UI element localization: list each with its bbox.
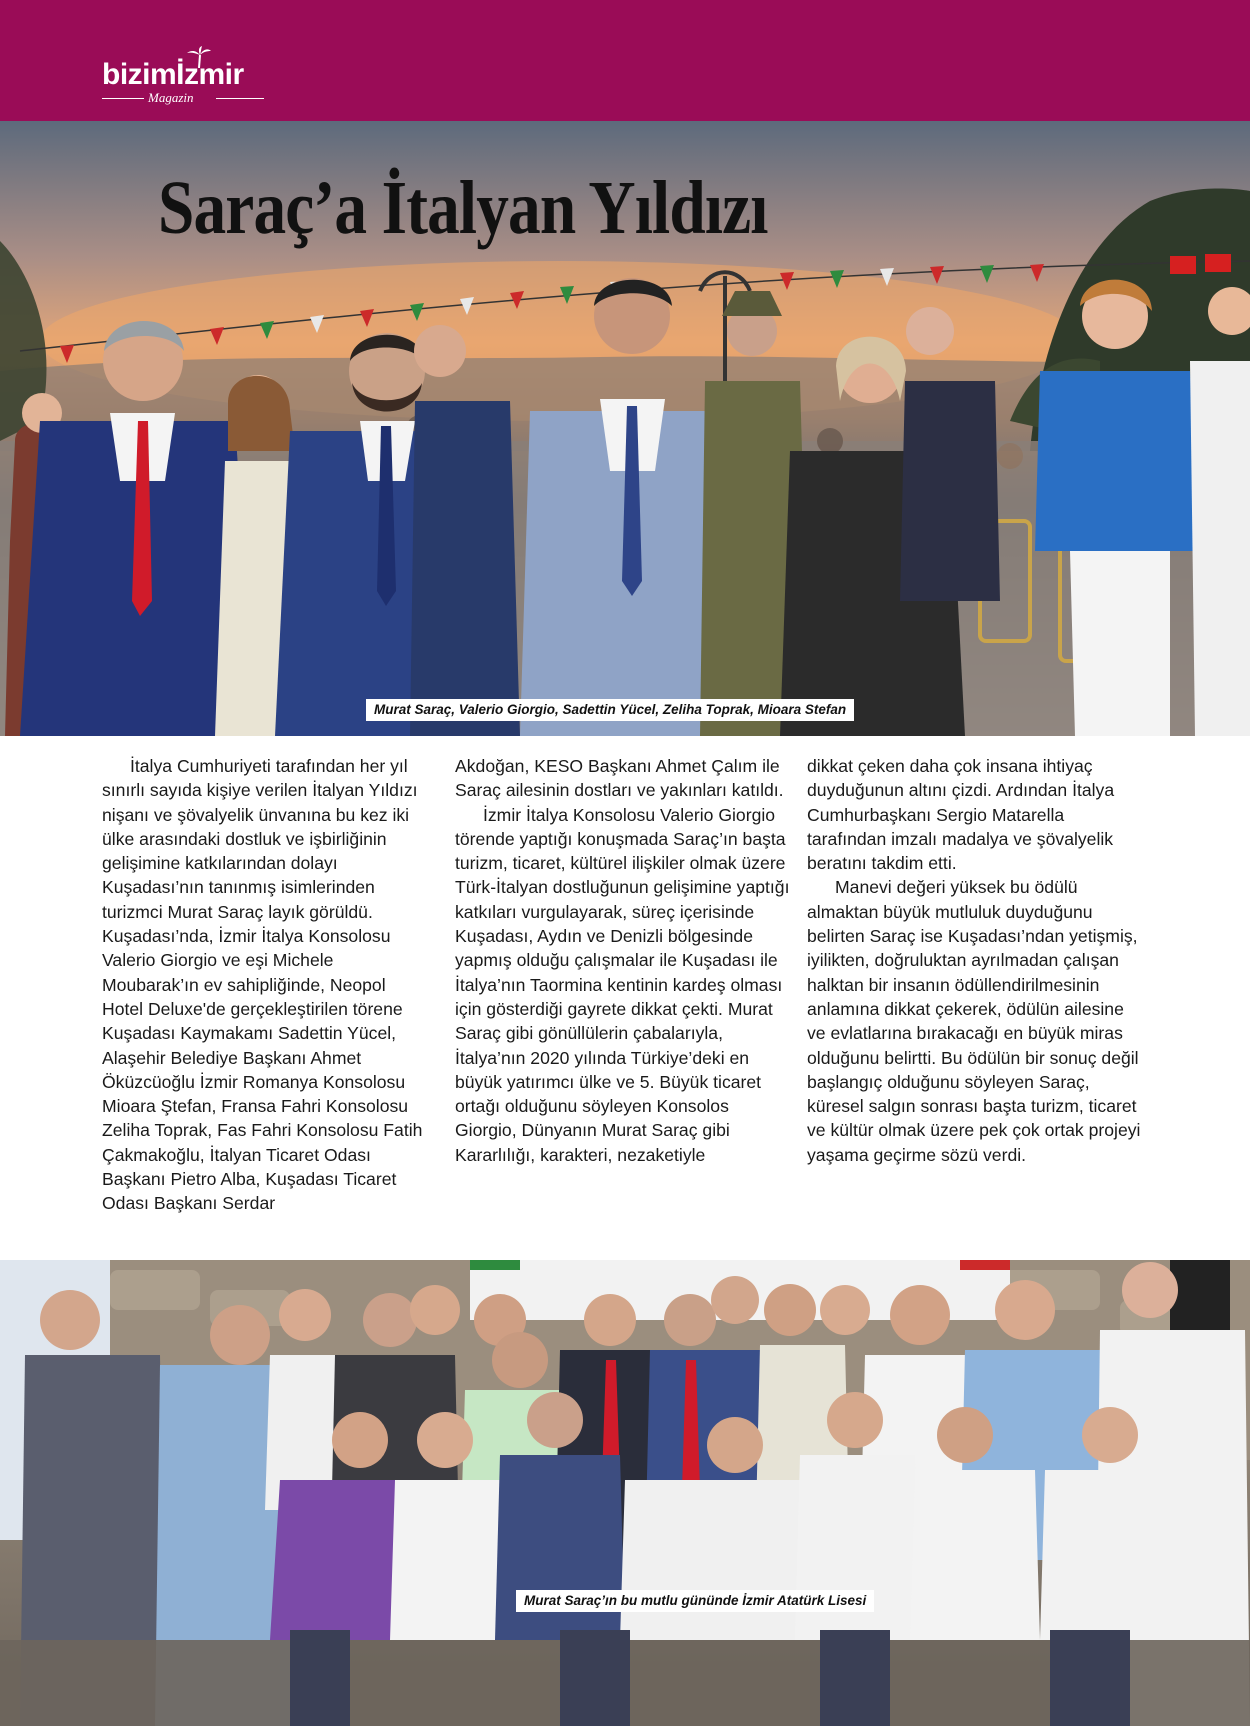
photo-caption-bottom: Murat Saraç’ın bu mutlu gününde İzmir Atatürk Lisesi — [516, 1590, 874, 1612]
logo-underline-right — [216, 98, 264, 99]
logo-text: bizimİzmir — [102, 58, 244, 91]
palm-tree-icon — [186, 46, 212, 68]
photo-caption-top: Murat Saraç, Valerio Giorgio, Sadettin Yücel, Zeliha Toprak, Mioara Stefan — [366, 699, 854, 721]
article-title: Saraç’a İtalyan Yıldızı — [158, 166, 768, 250]
logo-subtitle: Magazin — [148, 90, 194, 105]
group-photo — [0, 1260, 1250, 1726]
group-photo-illustration — [0, 1260, 1250, 1726]
article-paragraph: İtalya Cumhuriyeti tarafından her yıl sınırlı sayıda kişiye verilen İtalyan Yıldızı nişanı ve şövalyelik ünvanına bu kez iki ülke arasındaki dostluk ve işbirliğinin gelişimine katkılarından dolayı Kuşadası’nın tanınmış isimlerinden turizmci Murat Saraç layık görüldü. Kuşadası’nda, İzmir İtalya Konsolosu Valerio Giorgio ve eşi Michele Moubarak’ın ev sahipliğinde, Neopol Hotel Deluxe'de gerçekleştirilen törene Kuşadası Kaymakamı Sadettin Yücel, Alaşehir Belediye Başkanı Ahmet Öküzcüoğlu İzmir Romanya Konsolosu Mioara Ştefan, Fransa Fahri Konsolosu Zeliha Toprak, Fas Fahri Konsolosu Fatih Çakmakoğlu, İtalyan Ticaret Odası Başkanı Pietro Alba, Kuşadası Ticaret Odası Başkanı Serdar — [102, 756, 423, 1214]
article-paragraph: İzmir İtalya Konsolosu Valerio Giorgio törende yaptığı konuşmada Saraç’ın başta turizm, ticaret, kültürel ilişkiler olmak üzere Türk-İtalyan dostluğunun gelişimine yaptığı katkıları vurgulayarak, süreç içerisinde Kuşadası, Aydın ve Denizli bölgesinde yapmış olduğu çalışmalar ile Kuşadası ile İtalya’nın Taormina kentinin kardeş olması için gösterdiği gayrete dikkat çekti. Murat Saraç gibi gönüllülerin çabalarıyla, İtalya’nın 2020 yılında Türkiye’deki en büyük yatırımcı ülke ve 5. Büyük ticaret ortağı olduğunu söyleyen Konsolos Giorgio, Dünyanın Murat Saraç gibi Kararlılığı, karakteri, nezaketiyle — [455, 804, 790, 1165]
article-paragraph: Manevi değeri yüksek bu ödülü almaktan büyük mutluluk duyduğunu belirten Saraç ise Kuşadası’ndan yetişmiş, iyilikten, doğruluktan ayrılmadan çalışan halktan bir insanın ödüllendirilmesinin anlamına dikkat çekerek, ödülün ailesine ve evlatlarına bırakacağı en büyük miras olduğunu belirtti. Bu ödülün bir sonuç değil başlangıç olduğunu söyleyen Saraç, küresel salgın sonrası başta turizm, ticaret ve kültür olmak üzere pek çok ortak projeyi yaşama geçirme sözü verdi. — [807, 877, 1141, 1165]
article-column-2 — [455, 754, 795, 1167]
article-paragraph: dikkat çeken daha çok insana ihtiyaç duyduğunun altını çizdi. Ardından İtalya Cumhurbaşkanı Sergio Matarella tarafından imzalı madalya ve şövalyelik beratını takdim etti. — [807, 756, 1115, 874]
article-paragraph: Akdoğan, KESO Başkanı Ahmet Çalım ile Saraç ailesinin dostları ve yakınları katıldı. — [455, 756, 784, 801]
article-column-3 — [807, 754, 1147, 1167]
hero-photo — [0, 121, 1250, 736]
logo-underline-left — [102, 98, 144, 99]
magazine-header — [0, 0, 1250, 121]
article-column-1 — [102, 754, 430, 1216]
magazine-logo — [102, 58, 272, 108]
